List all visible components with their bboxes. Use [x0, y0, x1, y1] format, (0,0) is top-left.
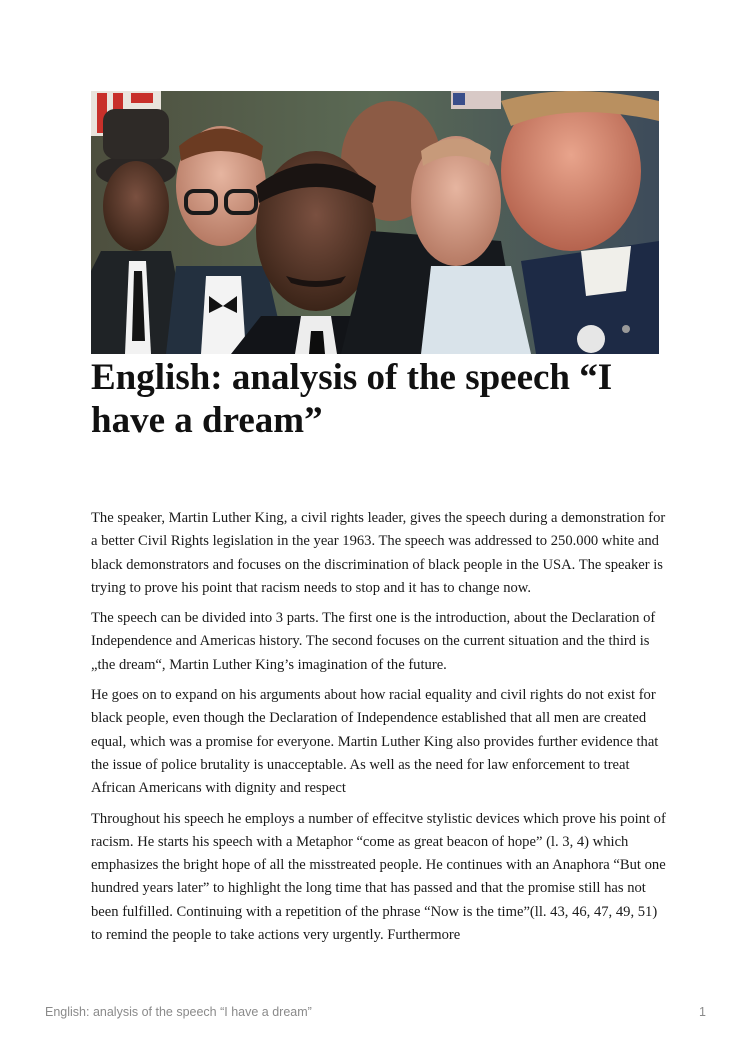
document-title: English: analysis of the speech “I have a dream” [91, 357, 613, 441]
paragraph: The speaker, Martin Luther King, a civil rights leader, gives the speech during a demonstration for a better Civil Rights legislation in the year 1963. The speech was addressed to 250.000 white and black demonstrators and focuses on the discrimination of black people in the USA. The speaker is trying to prove his point that racism needs to stop and it has to change now. [91, 510, 666, 596]
photo-icon [91, 91, 659, 354]
paragraph: He goes on to expand on his arguments about how racial equality and civil rights do not exist for black people, even though the Declaration of Independence established that all men are created equal, which was a promise for everyone. Martin Luther King also provides further evidence that the issue of police brutality is unacceptable. As well as the need for law enforcement to treat African Americans with dignity and respect [91, 687, 659, 797]
footer-title: English: analysis of the speech “I have a dream” [45, 1005, 312, 1019]
document-body [91, 507, 671, 954]
hero-photo [91, 91, 659, 354]
paragraph: Throughout his speech he employs a number of effecitve stylistic devices which prove his point of racism. He starts his speech with a Metaphor “come as great beacon of hope” (l. 3, 4) which emphasizes the bright hope of all the misstreated people. He continues with an Anaphora “But one hundred years later” to highlight the long time that has passed and that the promise still has not been fulfilled. Continuing with a repetition of the phrase “Now is the time”(ll. 43, 46, 47, 49, 51) to remind the people to take actions very urgently. Furthermore [91, 810, 666, 944]
paragraph: The speech can be divided into 3 parts. The first one is the introduction, about the Declaration of Independence and Americas history. The second focuses on the current situation and the third is „the dream“, Martin Luther King’s imagination of the future. [91, 610, 656, 673]
footer-page-number: 1 [699, 1005, 706, 1019]
